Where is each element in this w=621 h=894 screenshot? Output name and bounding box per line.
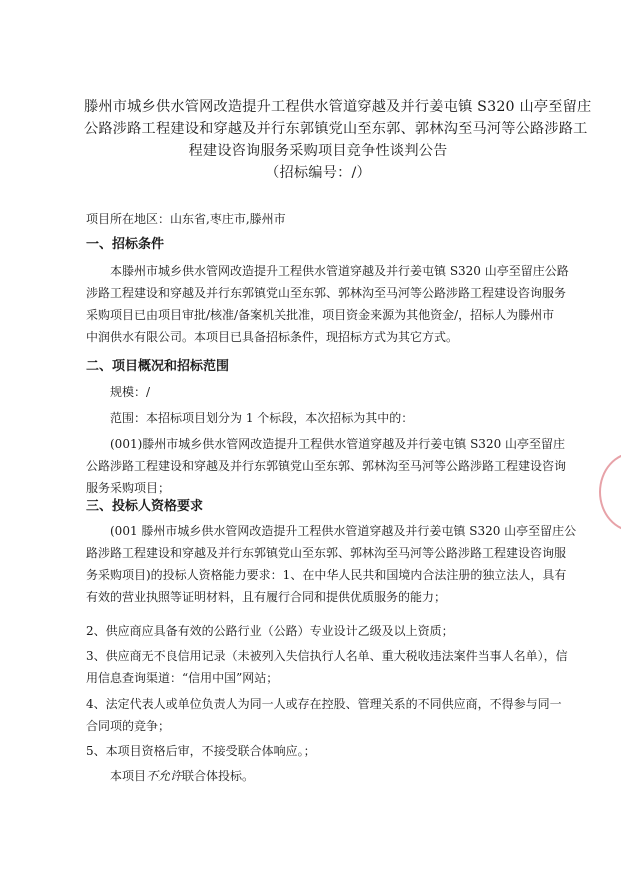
section-3-line: (001 滕州市城乡供水管网改造提升工程供水管道穿越及并行姜屯镇 S320 山亭至留庄公 xyxy=(110,524,577,538)
requirement-5: 5、本项目资格后审，不接受联合体响应。； xyxy=(86,744,316,758)
title-line-2: 公路涉路工程建设和穿越及并行东郭镇党山至东郭、郭林沟至马河等公路涉路工 xyxy=(84,121,588,137)
section-1-line: 本滕州市城乡供水管网改造提升工程供水管道穿越及并行姜屯镇 S320 山亭至留庄公路 xyxy=(110,264,569,278)
section-1-heading: 一、招标条件 xyxy=(86,237,165,252)
section-3-line: 路涉路工程建设和穿越及并行东郭镇党山至东郭、郭林沟至马河等公路涉路工程建设咨询服 xyxy=(86,546,567,560)
requirement-3-line: 用信息查询渠道：“信用中国”网站； xyxy=(86,671,279,685)
consortium-note xyxy=(86,765,544,787)
title-line-1: 滕州市城乡供水管网改造提升工程供水管道穿越及并行姜屯镇 S320 山亭至留庄 xyxy=(84,99,592,115)
section-3-heading: 三、投标人资格要求 xyxy=(86,499,204,514)
document-title xyxy=(84,96,592,184)
note-italic: 不允许 xyxy=(146,769,183,783)
tender-number: （招标编号：/） xyxy=(265,165,371,181)
section-2-line: (001)滕州市城乡供水管网改造提升工程供水管道穿越及并行姜屯镇 S320 山亭至留庄 xyxy=(110,437,566,451)
section-3-body xyxy=(86,520,577,608)
requirement-3-line: 3、供应商无不良信用记录（未被列入失信执行人名单、重大税收违法案件当事人名单），信 xyxy=(86,649,568,663)
consortium-note-line xyxy=(86,765,544,787)
requirement-3 xyxy=(86,645,568,689)
title-line-3: 程建设咨询服务采购项目竞争性谈判公告 xyxy=(188,143,448,159)
scale-text: 规模：/ xyxy=(110,385,151,399)
seal-ring xyxy=(599,452,621,532)
requirement-2: 2、供应商应具备有效的公路行业（公路）专业设计乙级及以上资质； xyxy=(86,624,454,638)
section-1-line: 涉路工程建设和穿越及并行东郭镇党山至东郭、郭林沟至马河等公路涉路工程建设咨询服务 xyxy=(86,286,567,300)
section-1-line: 中润供水有限公司。本项目已具备招标条件，现招标方式为其它方式。 xyxy=(86,330,459,344)
section-2-heading: 二、项目概况和招标范围 xyxy=(86,359,230,374)
section-1-body xyxy=(86,260,569,348)
seal-stamp xyxy=(599,452,621,532)
section-2-line: 公路涉路工程建设和穿越及并行东郭镇党山至东郭、郭林沟至马河等公路涉路工程建设咨询 xyxy=(86,459,567,473)
section-3-line: 务采购项目)的投标人资格能力要求：1、在中华人民共和国境内合法注册的独立法人，具有 xyxy=(86,568,567,582)
project-location: 项目所在地区：山东省,枣庄市,滕州市 xyxy=(86,212,286,226)
section-2-body xyxy=(86,381,567,499)
note-prefix: 本项目 xyxy=(110,769,147,783)
section-1-line: 采购项目已由项目审批/核准/备案机关批准，项目资金来源为其他资金/，招标人为滕州市 xyxy=(86,308,555,322)
section-3-line: 有效的营业执照等证明材料，且有履行合同和提供优质服务的能力； xyxy=(86,590,447,604)
requirement-4-line: 合同项的竞争； xyxy=(86,719,171,733)
requirement-4-line: 4、法定代表人或单位负责人为同一人或存在控股、管理关系的不同供应商，不得参与同一 xyxy=(86,697,562,711)
note-suffix: 联合体投标。 xyxy=(182,769,255,783)
requirement-4 xyxy=(86,693,562,737)
section-2-line: 服务采购项目； xyxy=(86,481,171,495)
scope-text: 范围：本招标项目划分为 1 个标段，本次招标为其中的： xyxy=(110,411,414,425)
